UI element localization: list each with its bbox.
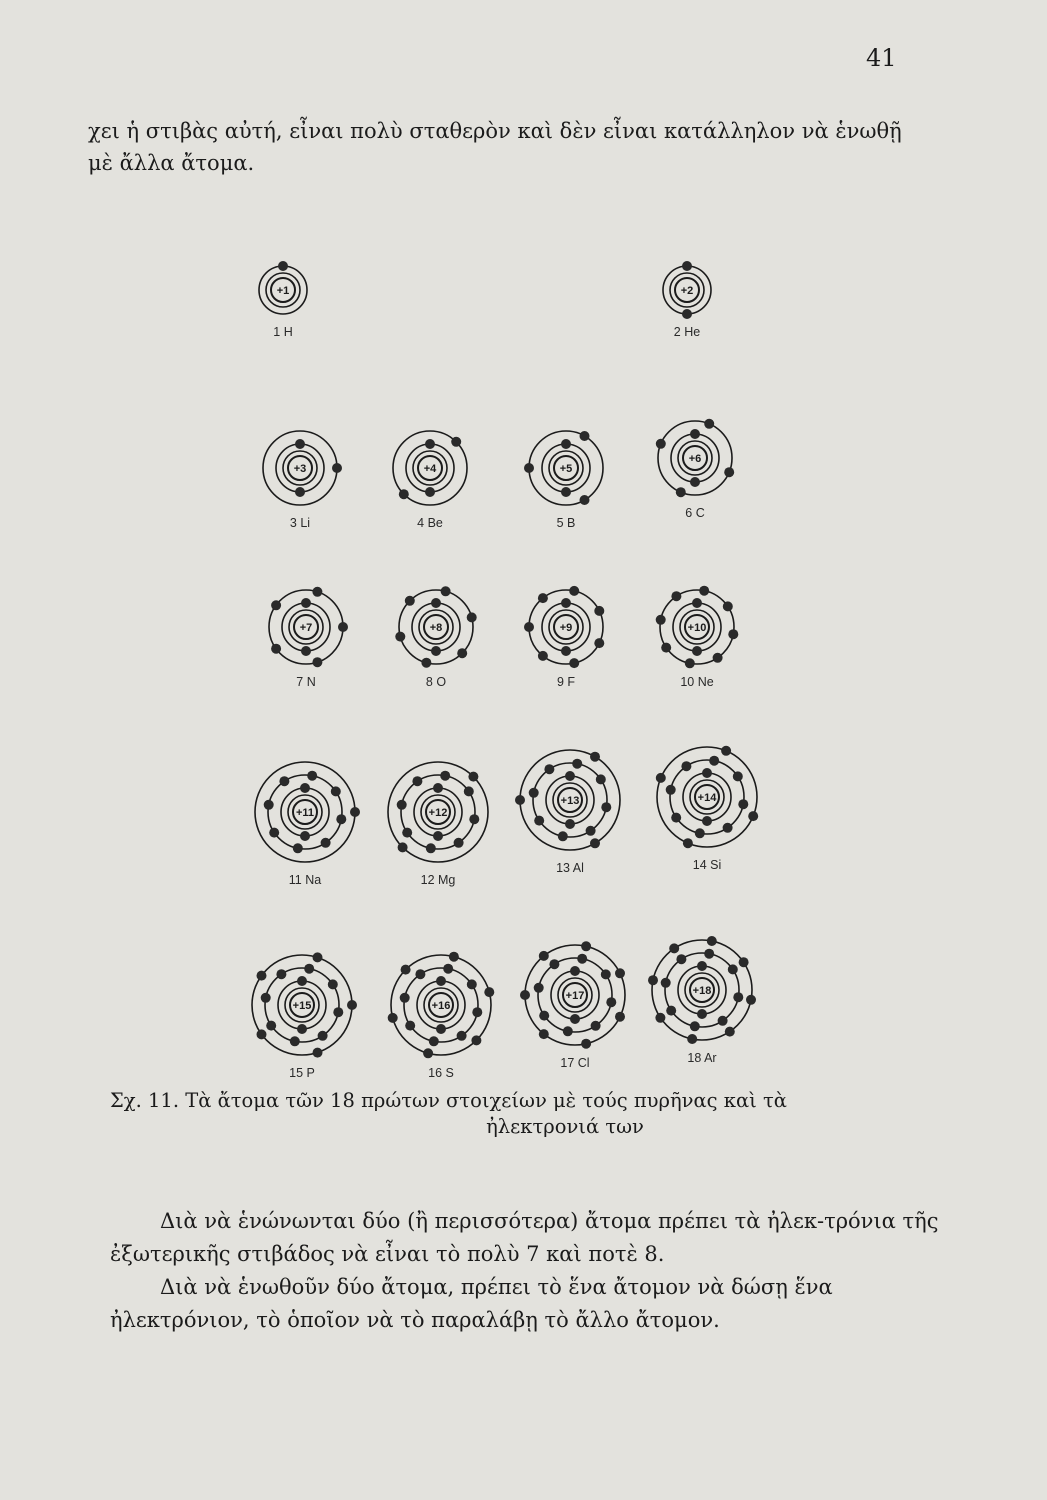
electron <box>468 772 478 782</box>
electron <box>295 487 305 497</box>
electron <box>581 941 591 951</box>
electron <box>307 771 317 781</box>
electron <box>395 632 405 642</box>
electron <box>425 487 435 497</box>
electron <box>405 596 415 606</box>
nucleus-charge: +16 <box>431 1000 451 1012</box>
electron <box>692 646 702 656</box>
nucleus-charge: +1 <box>276 285 290 297</box>
electron <box>398 842 408 852</box>
electron <box>709 756 719 766</box>
electron <box>271 644 281 654</box>
nucleus-charge: +6 <box>688 453 702 465</box>
atom-label: 4 Be <box>417 516 443 530</box>
electron <box>271 600 281 610</box>
electron <box>401 965 411 975</box>
atom-model <box>259 261 307 339</box>
electron <box>746 995 756 1005</box>
electron <box>405 1021 415 1031</box>
electron <box>690 477 700 487</box>
electron <box>569 658 579 668</box>
electron <box>534 983 544 993</box>
caption-line-1: Σχ. 11. Τὰ ἄτομα τῶν 18 πρώτων στοιχείων μὲ τούς πυρῆνας καὶ τὰ <box>110 1089 787 1112</box>
electron <box>594 606 604 616</box>
electron <box>728 964 738 974</box>
page-number: 41 <box>866 44 897 72</box>
electron <box>538 651 548 661</box>
electron <box>524 463 534 473</box>
electron <box>581 1039 591 1049</box>
electron <box>529 788 539 798</box>
atom-label: 5 B <box>556 516 576 530</box>
electron <box>615 968 625 978</box>
electron <box>666 785 676 795</box>
electron <box>733 771 743 781</box>
atom-label: 6 C <box>685 506 705 520</box>
atom-model <box>648 936 756 1065</box>
electron <box>297 976 307 986</box>
electron <box>484 987 494 997</box>
electron <box>332 463 342 473</box>
electron <box>569 586 579 596</box>
electron <box>276 969 286 979</box>
electron <box>561 646 571 656</box>
atom-model <box>388 952 495 1080</box>
electron <box>338 622 348 632</box>
electron <box>471 1035 481 1045</box>
atom-label: 14 Si <box>692 858 722 872</box>
electron <box>300 783 310 793</box>
electron <box>682 309 692 319</box>
atom-model <box>255 762 360 887</box>
electron <box>692 598 702 608</box>
nucleus-charge: +18 <box>692 985 712 997</box>
electron <box>457 1031 467 1041</box>
electron <box>748 811 758 821</box>
electron <box>718 1016 728 1026</box>
electron <box>655 1013 665 1023</box>
electron <box>328 979 338 989</box>
atom-model <box>524 431 603 530</box>
electron <box>558 831 568 841</box>
electron <box>538 593 548 603</box>
electron <box>681 761 691 771</box>
atom-model <box>515 750 620 875</box>
nucleus-charge: +5 <box>559 463 573 475</box>
atom-model <box>656 419 734 520</box>
nucleus-charge: +8 <box>429 622 443 634</box>
electron <box>318 1031 328 1041</box>
body-paragraph-1: Διὰ νὰ ἑνώνωνται δύο (ἢ περισσότερα) ἄτομα πρέπει τὰ ἠλεκ-τρόνια τῆς ἐξωτερικῆς στιβάδος νὰ εἶναι τὸ πολὺ 7 καὶ ποτὲ 8. <box>110 1209 939 1266</box>
atom-model <box>252 952 357 1080</box>
electron <box>699 586 709 596</box>
electron <box>402 828 412 838</box>
electron <box>561 439 571 449</box>
electron <box>266 1021 276 1031</box>
electron <box>725 1027 735 1037</box>
electron <box>520 990 530 1000</box>
electron <box>301 646 311 656</box>
atom-model <box>393 431 467 530</box>
electron <box>723 601 733 611</box>
electron <box>577 954 587 964</box>
electron <box>469 814 479 824</box>
electron <box>704 949 714 959</box>
electron <box>615 1012 625 1022</box>
electron <box>728 629 738 639</box>
electron <box>429 1036 439 1046</box>
electron <box>304 964 314 974</box>
electron <box>648 975 658 985</box>
atom-label: 16 S <box>428 1066 454 1080</box>
electron <box>676 487 686 497</box>
electron <box>721 746 731 756</box>
atom-model <box>263 431 342 530</box>
electron <box>431 598 441 608</box>
electron <box>702 768 712 778</box>
electron <box>572 759 582 769</box>
electron <box>397 800 407 810</box>
electron <box>350 807 360 817</box>
electron <box>524 622 534 632</box>
nucleus-charge: +14 <box>697 792 717 804</box>
electron <box>333 1007 343 1017</box>
electron <box>724 467 734 477</box>
electron <box>467 979 477 989</box>
electron <box>671 813 681 823</box>
atom-label: 8 O <box>425 675 447 689</box>
electron <box>454 838 464 848</box>
atom-label: 7 N <box>296 675 316 689</box>
electron <box>586 826 596 836</box>
electron <box>467 612 477 622</box>
electron <box>431 646 441 656</box>
atom-model <box>663 261 711 339</box>
electron <box>671 591 681 601</box>
electron <box>601 969 611 979</box>
atom-label: 13 Al <box>556 861 584 875</box>
electron <box>399 489 409 499</box>
electron <box>261 993 271 1003</box>
electron <box>723 823 733 833</box>
electron <box>539 1011 549 1021</box>
nucleus-charge: +15 <box>292 1000 312 1012</box>
electron <box>561 487 571 497</box>
atom-model <box>656 746 758 872</box>
electron <box>269 828 279 838</box>
nucleus-charge: +17 <box>565 990 585 1002</box>
electron <box>661 978 671 988</box>
nucleus-charge: +12 <box>428 807 448 819</box>
electron <box>279 776 289 786</box>
electron <box>697 1009 707 1019</box>
electron <box>400 993 410 1003</box>
electron <box>683 838 693 848</box>
atom-label: 1 H <box>273 325 293 339</box>
electron <box>472 1007 482 1017</box>
electron <box>312 657 322 667</box>
electron <box>451 437 461 447</box>
electron <box>290 1036 300 1046</box>
atom-label: 3 Li <box>289 516 311 530</box>
electron <box>690 1021 700 1031</box>
electron <box>707 936 717 946</box>
electron <box>321 838 331 848</box>
electron <box>449 952 459 962</box>
electron <box>697 961 707 971</box>
electron <box>601 802 611 812</box>
electron <box>278 261 288 271</box>
electron <box>676 954 686 964</box>
electron <box>733 992 743 1002</box>
electron <box>300 831 310 841</box>
electron <box>457 648 467 658</box>
electron <box>313 952 323 962</box>
electron <box>590 752 600 762</box>
electron <box>297 1024 307 1034</box>
electron <box>312 587 322 597</box>
atom-label: 12 Mg <box>420 873 456 887</box>
atom-label: 9 F <box>556 675 576 689</box>
atom-model <box>524 586 604 689</box>
nucleus-charge: +4 <box>423 463 437 475</box>
electron <box>656 615 666 625</box>
electron <box>580 495 590 505</box>
electron <box>656 773 666 783</box>
electron <box>549 959 559 969</box>
electron <box>257 1029 267 1039</box>
electron <box>436 976 446 986</box>
electron <box>669 943 679 953</box>
electron <box>590 838 600 848</box>
electron <box>313 1048 323 1058</box>
electron <box>293 843 303 853</box>
electron <box>423 1048 433 1058</box>
electron <box>440 771 450 781</box>
nucleus-charge: +3 <box>293 463 307 475</box>
electron <box>565 771 575 781</box>
electron <box>336 814 346 824</box>
atom-label: 15 P <box>289 1066 315 1080</box>
electron <box>433 783 443 793</box>
electron <box>426 843 436 853</box>
caption-line-2: ἠλεκτρονιά των <box>486 1115 644 1138</box>
atom-model <box>656 586 739 689</box>
electron <box>704 419 714 429</box>
atom-label: 10 Ne <box>680 675 714 689</box>
electron <box>388 1013 398 1023</box>
electron <box>594 638 604 648</box>
atom-model <box>388 762 488 887</box>
electron <box>739 957 749 967</box>
electron <box>666 1006 676 1016</box>
electron <box>702 816 712 826</box>
electron <box>295 439 305 449</box>
electron <box>570 1014 580 1024</box>
atom-label: 2 He <box>673 325 701 339</box>
electron <box>443 964 453 974</box>
electron <box>661 643 671 653</box>
electron <box>563 1026 573 1036</box>
electron <box>565 819 575 829</box>
nucleus-charge: +7 <box>299 622 313 634</box>
electron <box>738 799 748 809</box>
electron <box>591 1021 601 1031</box>
electron <box>415 969 425 979</box>
electron <box>539 1029 549 1039</box>
atom-model <box>395 586 476 689</box>
electron <box>257 971 267 981</box>
electron <box>682 261 692 271</box>
electron <box>596 774 606 784</box>
electron <box>421 658 431 668</box>
electron <box>347 1000 357 1010</box>
atom-label: 17 Cl <box>560 1056 590 1070</box>
electron <box>539 951 549 961</box>
electron <box>713 653 723 663</box>
electron <box>425 439 435 449</box>
electron <box>515 795 525 805</box>
electron <box>534 816 544 826</box>
electron <box>606 997 616 1007</box>
electron <box>561 598 571 608</box>
electron <box>544 764 554 774</box>
atom-label: 11 Na <box>288 873 322 887</box>
intro-paragraph: χει ἡ στιβὰς αὐτή, εἶναι πολὺ σταθερὸν καὶ δὲν εἶναι κατάλληλον νὰ ἑνωθῇ μὲ ἄλλα ἄτομα. <box>88 119 902 175</box>
electron <box>436 1024 446 1034</box>
body-paragraph-2: Διὰ νὰ ἑνωθοῦν δύο ἄτομα, πρέπει τὸ ἕνα ἄτομον νὰ δώσῃ ἕνα ἠλεκτρόνιον, τὸ ὁποῖον νὰ τὸ παραλάβῃ τὸ ἄλλο ἄτομον. <box>110 1275 833 1332</box>
electron <box>412 776 422 786</box>
electron <box>464 786 474 796</box>
electron <box>433 831 443 841</box>
nucleus-charge: +10 <box>687 622 707 634</box>
electron <box>331 786 341 796</box>
electron <box>570 966 580 976</box>
electron <box>264 800 274 810</box>
nucleus-charge: +9 <box>559 622 573 634</box>
figure-caption <box>110 1088 940 1140</box>
atom-label: 18 Ar <box>687 1051 717 1065</box>
nucleus-charge: +11 <box>295 807 315 819</box>
electron <box>685 658 695 668</box>
electron <box>580 431 590 441</box>
nucleus-charge: +2 <box>680 285 694 297</box>
electron <box>690 429 700 439</box>
body-paragraphs <box>110 1205 940 1337</box>
nucleus-charge: +13 <box>560 795 580 807</box>
electron <box>687 1034 697 1044</box>
atom-model <box>269 587 348 689</box>
electron <box>441 586 451 596</box>
electron <box>301 598 311 608</box>
atom-model <box>520 941 625 1070</box>
electron <box>656 439 666 449</box>
electron <box>695 828 705 838</box>
